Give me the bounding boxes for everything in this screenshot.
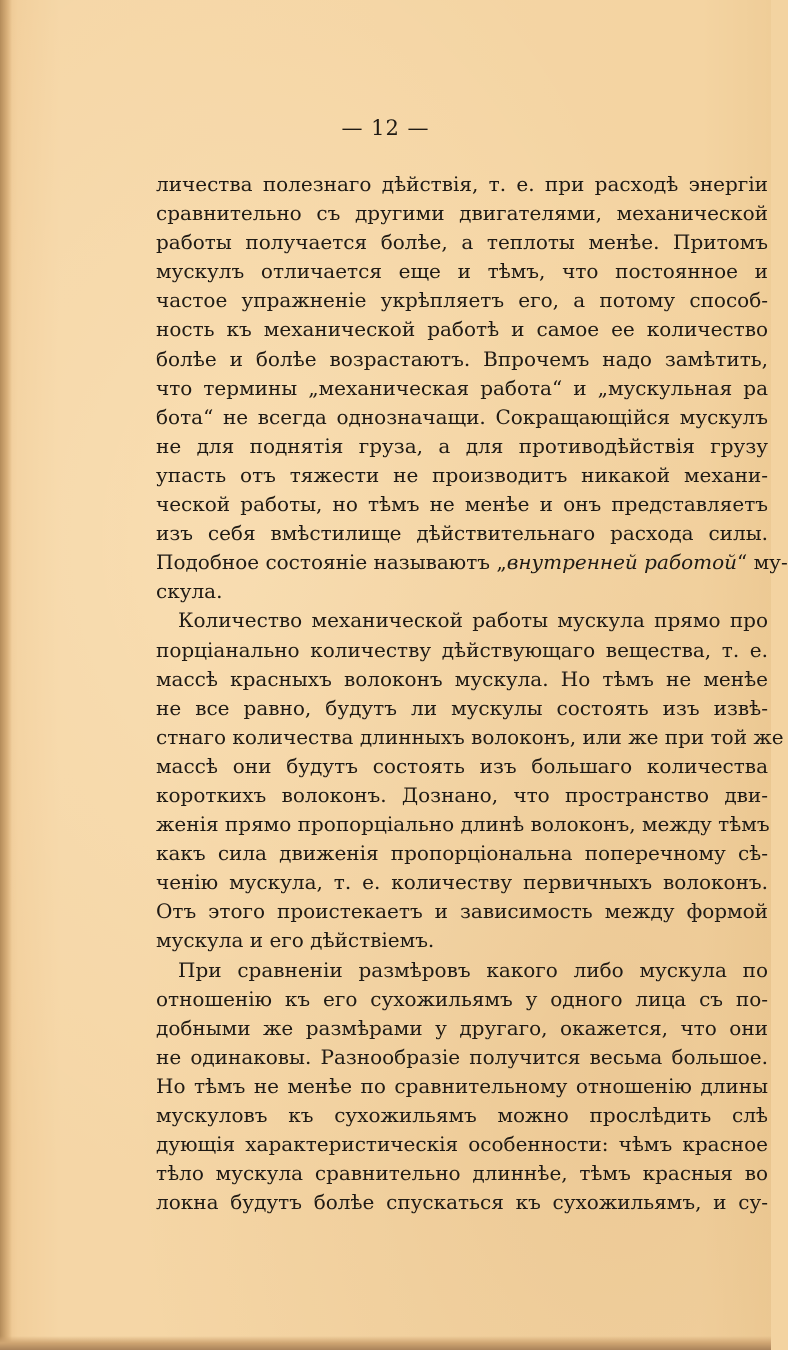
text-line: не для поднятія груза, а для противодѣйствія грузу bbox=[156, 433, 768, 458]
italic-phrase: внутренней работой bbox=[506, 550, 738, 575]
text-line: упасть отъ тяжести не производитъ никакой механи- bbox=[156, 462, 768, 487]
text-line: болѣе и болѣе возрастаютъ. Впрочемъ надо замѣтить, bbox=[156, 346, 768, 371]
text-line: что термины „механическая работа“ и „мускульная ра bbox=[156, 375, 768, 400]
text-line: стнаго количества длинныхъ волоконъ, или же при той же bbox=[156, 724, 784, 749]
text-line: короткихъ волоконъ. Дознано, что пространство дви- bbox=[156, 782, 768, 807]
text-line: какъ сила движенія пропорціональна поперечному сѣ- bbox=[156, 841, 768, 866]
text-line-part: “ му- bbox=[737, 550, 788, 575]
text-line: При сравненіи размѣровъ какого либо мускула по bbox=[178, 957, 768, 982]
text-line: не одинаковы. Разнообразіе получится весьма большое. bbox=[156, 1044, 768, 1069]
text-line: сравнительно съ другими двигателями, механической bbox=[156, 201, 768, 226]
text-line: массѣ красныхъ волоконъ мускула. Но тѣмъ не менѣе bbox=[156, 666, 768, 691]
text-line: ченію мускула, т. е. количеству первичныхъ волоконъ. bbox=[156, 870, 768, 895]
text-line: мускула и его дѣйствіемъ. bbox=[156, 928, 435, 953]
text-line: добными же размѣрами у другаго, окажется, что они bbox=[156, 1015, 768, 1040]
text-line: Отъ этого проистекаетъ и зависимость между формой bbox=[156, 899, 768, 924]
text-line: тѣло мускула сравнительно длиннѣе, тѣмъ красныя во bbox=[156, 1161, 768, 1186]
page-number: — 12 — bbox=[341, 116, 430, 140]
page-bottom-edge bbox=[0, 1336, 771, 1350]
text-line: скула. bbox=[156, 579, 223, 604]
page-left-edge bbox=[0, 0, 12, 1350]
text-line: ческой работы, но тѣмъ не менѣе и онъ представляетъ bbox=[156, 492, 768, 517]
text-line: работы получается болѣе, а теплоты менѣе. Притомъ bbox=[156, 230, 768, 255]
text-line: дующія характеристическія особенности: чѣмъ красное bbox=[156, 1132, 768, 1157]
text-line: бота“ не всегда однозначащи. Сокращающійся мускулъ bbox=[156, 404, 768, 429]
text-line: локна будутъ болѣе спускаться къ сухожильямъ, и су- bbox=[156, 1190, 768, 1215]
text-line: изъ себя вмѣстилище дѣйствительнаго расхода силы. bbox=[156, 521, 768, 546]
text-line: Но тѣмъ не менѣе по сравнительному отношенію длины bbox=[156, 1073, 768, 1098]
text-line-part: Подобное состояніе называютъ „ bbox=[156, 550, 507, 575]
text-line: частое упражненіе укрѣпляетъ его, а потому способ- bbox=[156, 288, 768, 313]
text-line: ность къ механической работѣ и самое ее количество bbox=[156, 317, 768, 342]
text-line: порціанально количеству дѣйствующаго вещества, т. е. bbox=[156, 637, 768, 662]
text-line: мускулъ отличается еще и тѣмъ, что постоянное и bbox=[156, 259, 768, 284]
text-line: Количество механической работы мускула прямо про bbox=[178, 608, 768, 633]
text-line: отношенію къ его сухожильямъ у одного лица съ по- bbox=[156, 986, 768, 1011]
text-line: женія прямо пропорціально длинѣ волоконъ, между тѣмъ bbox=[156, 812, 770, 837]
text-line: личества полезнаго дѣйствія, т. е. при расходѣ энергіи bbox=[156, 172, 768, 196]
text-line: массѣ они будутъ состоять изъ большаго количества bbox=[156, 753, 768, 778]
body-text bbox=[156, 170, 788, 1217]
text-line: мускуловъ къ сухожильямъ можно прослѣдить слѣ bbox=[156, 1103, 768, 1127]
text-line: не все равно, будутъ ли мускулы состоять изъ извѣ- bbox=[156, 695, 768, 720]
text-line bbox=[156, 548, 788, 577]
